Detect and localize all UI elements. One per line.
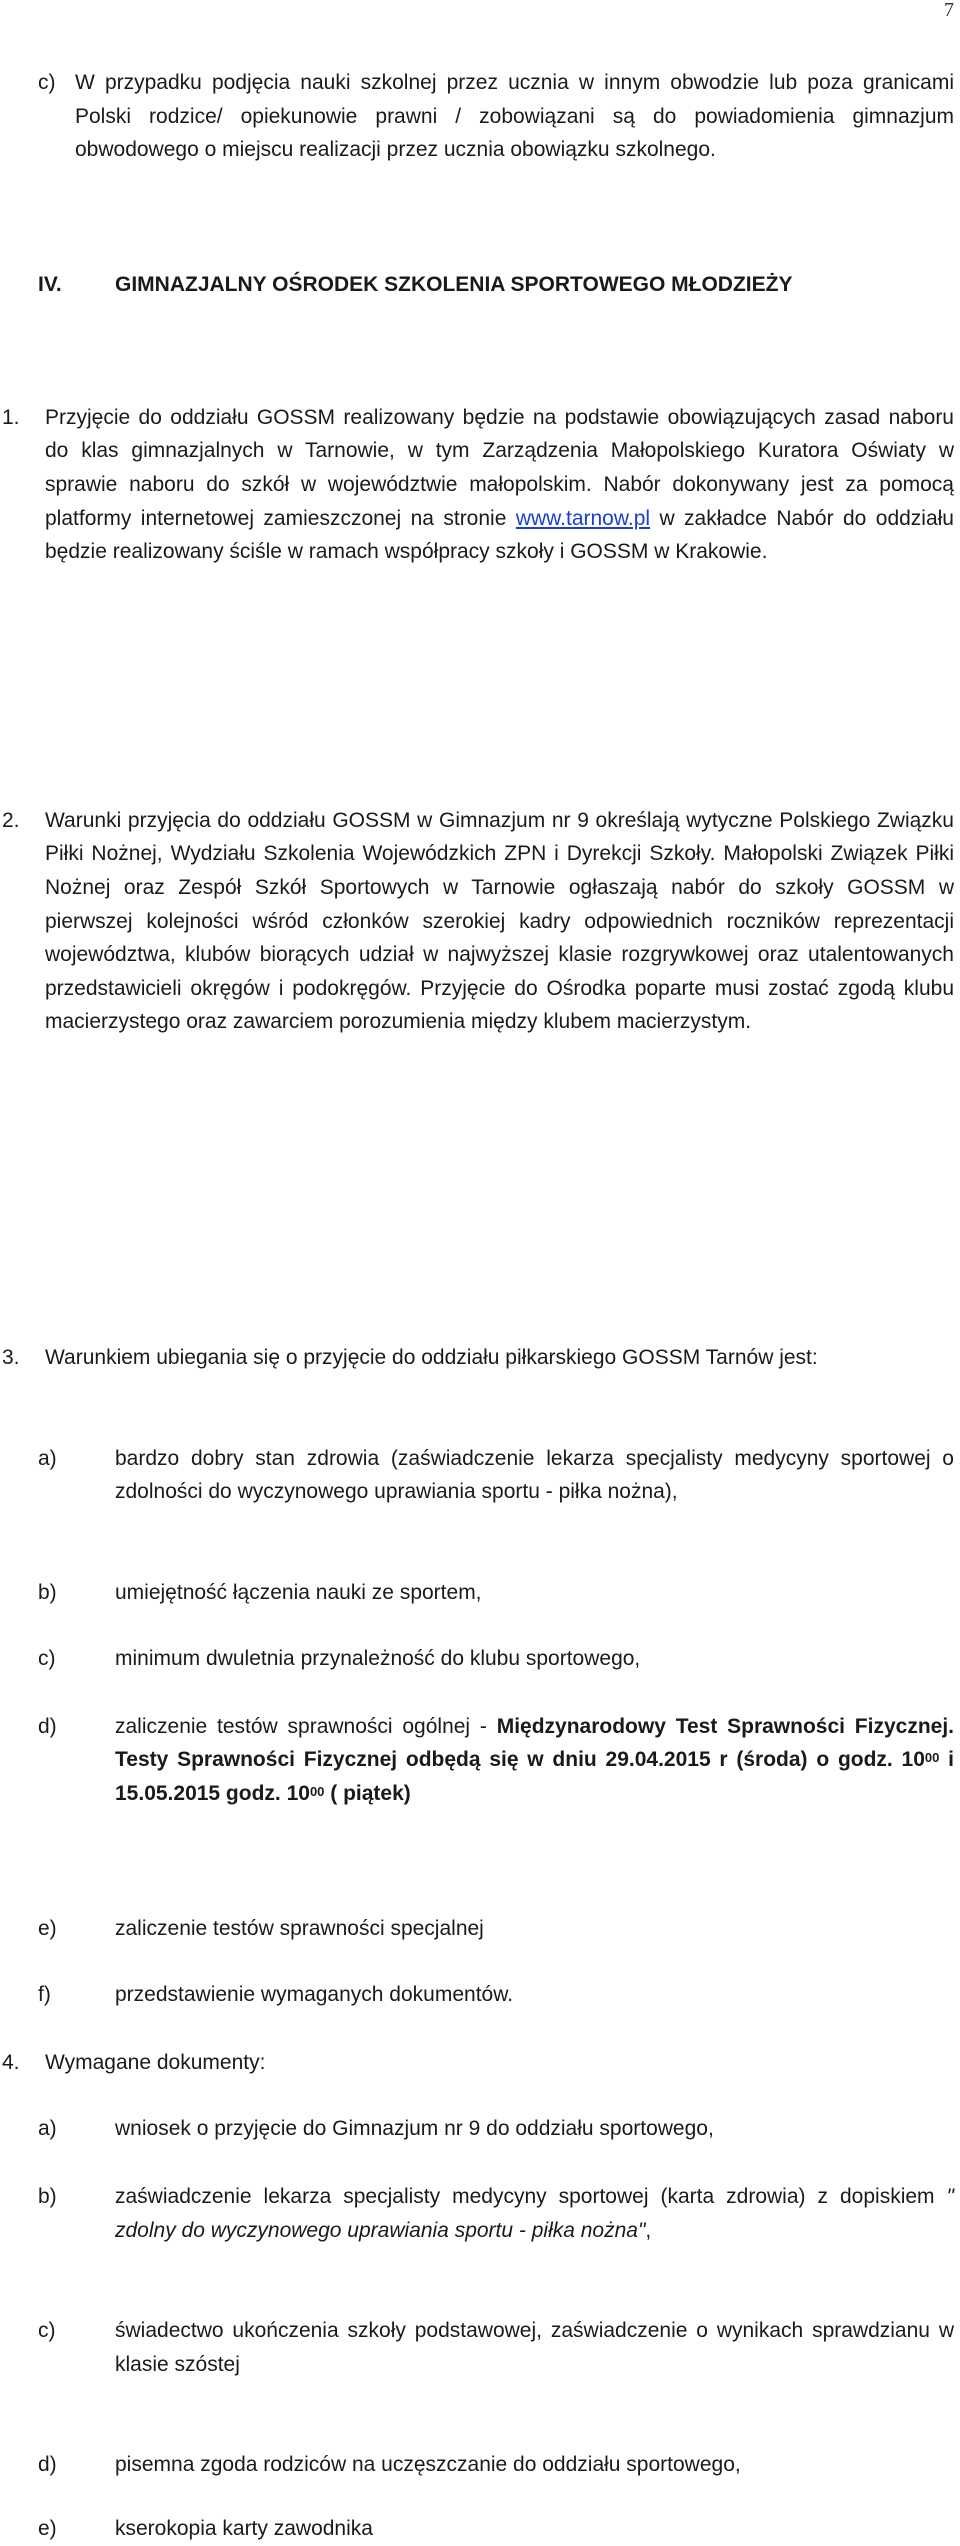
- paragraph-3: [0, 1341, 960, 1375]
- list-item-text: kserokopia karty zawodnika: [115, 2517, 373, 2540]
- list-item-label: f): [38, 1983, 51, 2007]
- paragraph-1-text-b: w zakładce Nabór do oddziału będzie realizowany ściśle w ramach współpracy szkoły i GOSSM w Krakowie.: [45, 506, 954, 564]
- intro-label: c): [38, 71, 56, 94]
- time-sup-2: 00: [309, 1784, 325, 1800]
- list-item-text: bardzo dobry stan zdrowia (zaświadczenie lekarza specjalisty medycyny sportowej o zdolności do wyczynowego uprawiania sportu - piłka nożna),: [115, 1446, 954, 1504]
- list-item-tests: [0, 1710, 960, 1811]
- tests-bold-1: Międzynarodowy Test Sprawności Fizycznej. Testy Sprawności Fizycznej odbędą się w dniu 29.04.2015 r (środa) o godz. 10: [115, 1714, 954, 1772]
- list-item-text: wniosek o przyjęcie do Gimnazjum nr 9 do oddziału sportowego,: [115, 2117, 714, 2141]
- intro-item: [0, 66, 960, 167]
- section-numeral: IV.: [38, 273, 62, 296]
- list-item: [0, 2512, 960, 2546]
- tests-bold-2: i 15.05.2015 godz. 10: [115, 1748, 954, 1806]
- tests-bold-3: ( piątek): [324, 1782, 411, 1806]
- paragraph-4-label: 4.: [2, 2050, 20, 2074]
- list-item-label: a): [38, 2117, 57, 2141]
- list-item: [0, 2448, 960, 2482]
- list-item-text: [115, 1710, 954, 1811]
- medical-note: " zdolny do wyczynowego uprawiania sportu - piłka nożna": [115, 2185, 954, 2242]
- list-item: [0, 1576, 960, 1610]
- paragraph-1-label: 1.: [2, 405, 20, 429]
- list-item-label: a): [38, 1446, 57, 1470]
- list-item: [0, 1442, 960, 1509]
- paragraph-1-text-a: Przyjęcie do oddziału GOSSM realizowany będzie na podstawie obowiązujących zasad naboru do klas gimnazjalnych w Tarnowie, w tym Zarządzenia Małopolskiego Kuratora Oświaty w sprawie naboru do szkół w województwie małopolskim. Nabór dokonywany jest za pomocą platformy internetowej zamieszczonej na stronie: [45, 405, 954, 530]
- medical-tail: ,: [645, 2218, 652, 2242]
- page-number: 7: [944, 0, 954, 21]
- list-item-label: b): [38, 1580, 57, 1604]
- medical-text: zaświadczenie lekarza specjalisty medycyny sportowej (karta zdrowia) z dopiskiem: [115, 2185, 947, 2209]
- tests-text: zaliczenie testów sprawności ogólnej -: [115, 1714, 497, 1738]
- list-item: [0, 2180, 960, 2247]
- paragraph-2-text: Warunki przyjęcia do oddziału GOSSM w Gimnazjum nr 9 określają wytyczne Polskiego Związku Piłki Nożnej, Wydziału Szkolenia Wojewódzkich ZPN i Dyrekcji Szkoły. Małopolski Związek Piłki Nożnej oraz Zespół Szkół Sportowych w Tarnowie ogłaszają nabór do szkoły GOSSM w pierwszej kolejności wśród członków szerokiej kadry odpowiednich roczników reprezentacji województwa, klubów biorących udział w najwyższej klasie rozgrywkowej oraz utalentowanych przedstawicieli okręgów i podokręgów. Przyjęcie do Ośrodka poparte musi zostać zgodą klubu macierzystego oraz zawarciem porozumienia między klubem macierzystym.: [45, 808, 954, 1034]
- list-item-label: e): [38, 2517, 57, 2540]
- list-item-text: zaliczenie testów sprawności specjalnej: [115, 1916, 484, 1940]
- paragraph-2: [0, 804, 960, 1039]
- paragraph-4: [0, 2046, 960, 2080]
- list-item-label: c): [38, 2319, 56, 2343]
- list-item-label: d): [38, 1714, 57, 1738]
- section-title: GIMNAZJALNY OŚRODEK SZKOLENIA SPORTOWEGO MŁODZIEŻY: [115, 273, 793, 296]
- paragraph-1-text: [45, 401, 954, 569]
- tarnow-link[interactable]: www.tarnow.pl: [515, 506, 651, 530]
- list-item: [0, 1642, 960, 1676]
- list-item-text: przedstawienie wymaganych dokumentów.: [115, 1983, 514, 2007]
- paragraph-1: [0, 401, 960, 569]
- paragraph-2-label: 2.: [2, 808, 20, 832]
- list-item-text: pisemna zgoda rodziców na uczęszczanie do oddziału sportowego,: [115, 2453, 741, 2477]
- list-item: [0, 2314, 960, 2381]
- list-item-text: świadectwo ukończenia szkoły podstawowej, zaświadczenie o wynikach sprawdzianu w klasie szóstej: [115, 2319, 954, 2376]
- list-item-label: d): [38, 2453, 57, 2477]
- list-item-label: e): [38, 1916, 57, 1940]
- list-item-label: b): [38, 2185, 57, 2209]
- paragraph-3-label: 3.: [2, 1345, 20, 1369]
- list-item-label: c): [38, 1647, 56, 1671]
- paragraph-3-text: Warunkiem ubiegania się o przyjęcie do oddziału piłkarskiego GOSSM Tarnów jest:: [45, 1345, 818, 1369]
- paragraph-4-text: Wymagane dokumenty:: [45, 2050, 266, 2074]
- list-item-text: [115, 2180, 954, 2247]
- list-item: [0, 1978, 960, 2012]
- intro-text: W przypadku podjęcia nauki szkolnej przez ucznia w innym obwodzie lub poza granicami Polski rodzice/ opiekunowie prawni / zobowiązani są do powiadomienia gimnazjum obwodowego o miejscu realizacji przez ucznia obowiązku szkolnego.: [75, 71, 954, 162]
- list-item: [0, 1912, 960, 1946]
- time-sup-1: 00: [924, 1750, 940, 1766]
- list-item-text: umiejętność łączenia nauki ze sportem,: [115, 1580, 482, 1604]
- list-item: [0, 2112, 960, 2146]
- list-item-text: minimum dwuletnia przynależność do klubu sportowego,: [115, 1647, 641, 1671]
